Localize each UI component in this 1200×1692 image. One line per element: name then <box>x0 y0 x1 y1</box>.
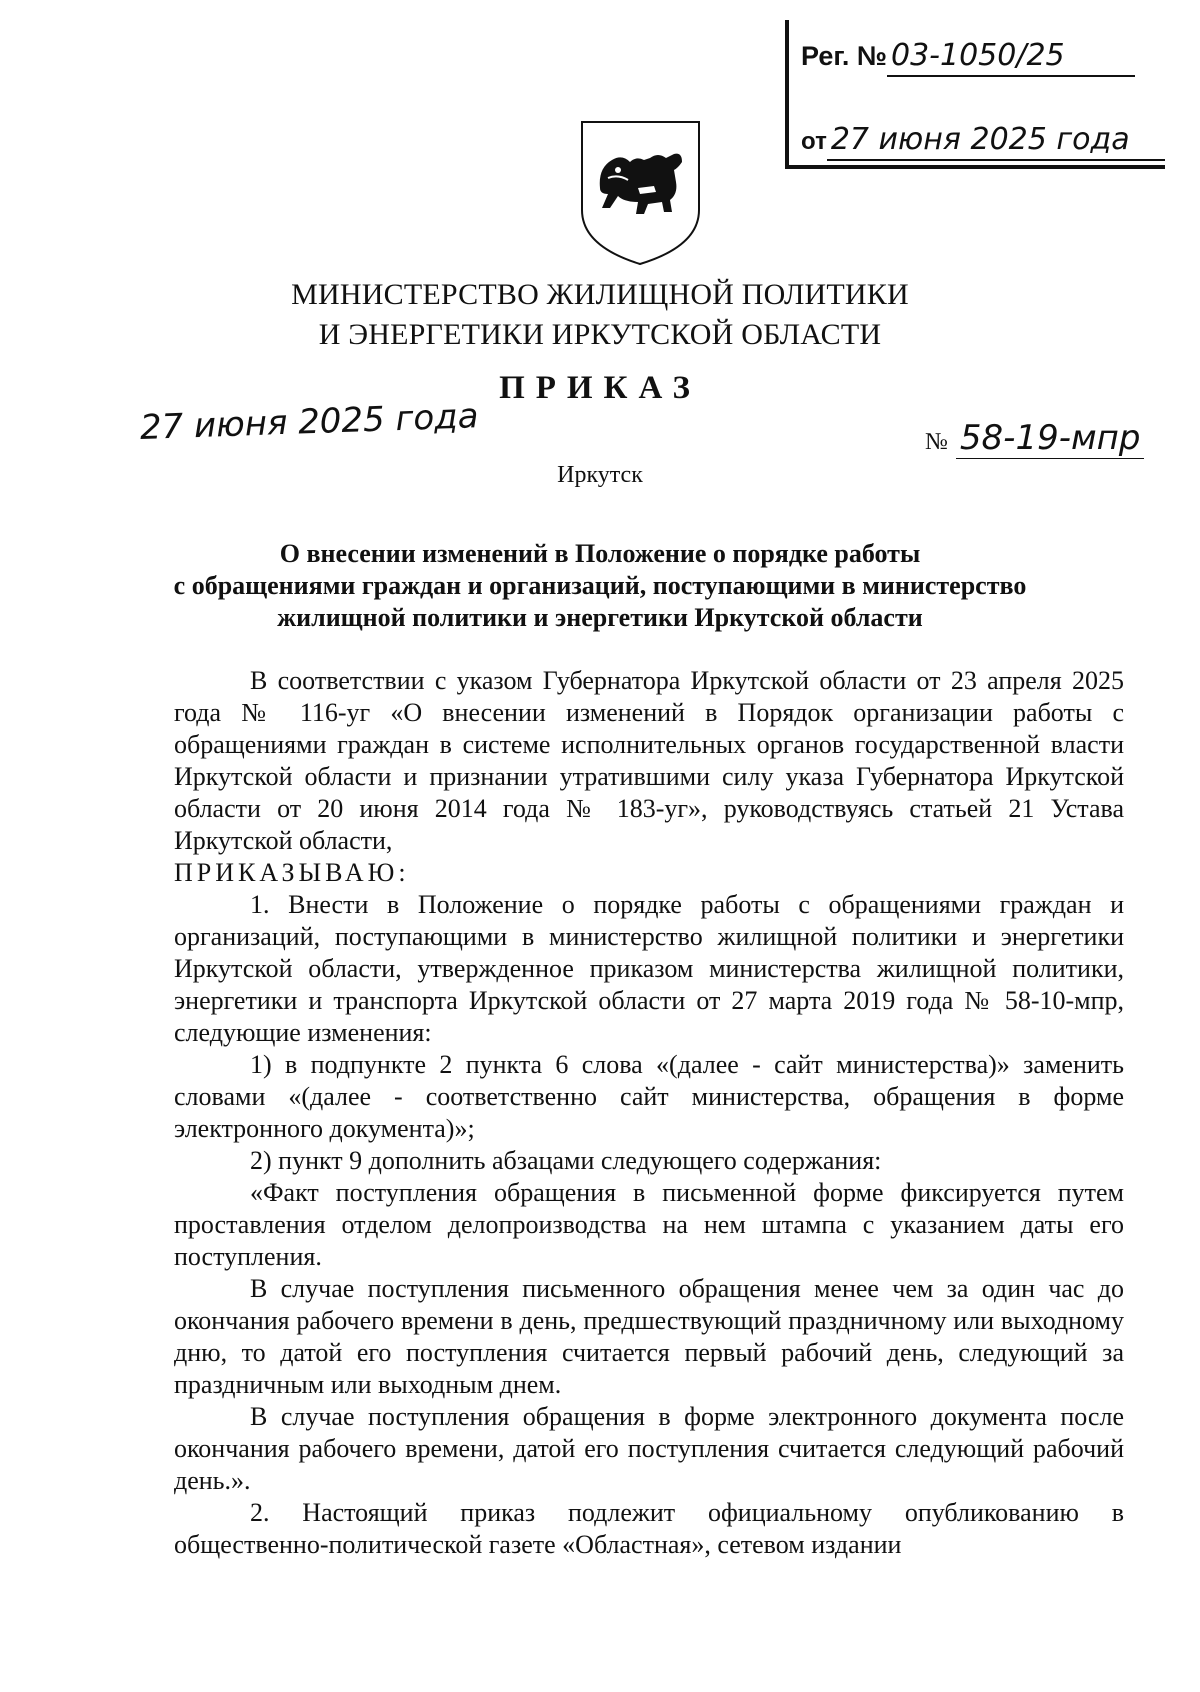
irkutsk-coat-of-arms-icon <box>578 118 703 268</box>
ministry-name <box>0 275 1200 355</box>
stamp-border-left <box>785 20 789 165</box>
paragraph-item-2: 2. Настоящий приказ подлежит официальному опубликованию в общественно-политической газете «Областная», сетевом издании <box>174 1498 1124 1559</box>
subject-line-3: жилищной политики и энергетики Иркутской области <box>277 603 923 632</box>
number-value: 58-19-мпр <box>956 418 1145 459</box>
subject-line-2: с обращениями граждан и организаций, поступающими в министерство <box>173 571 1027 600</box>
stamp-reg-label: Рег. № <box>801 41 887 71</box>
number-label: № <box>925 429 948 455</box>
document-type-title: ПРИКАЗ <box>499 370 701 406</box>
stamp-border-bottom <box>785 165 1165 169</box>
subject-line-1: О внесении изменений в Положение о порядке работы <box>279 539 921 568</box>
paragraph-item-1: 1. Внести в Положение о порядке работы с обращениями граждан и организаций, поступающими в министерство жилищной политики и энергетики Иркутской области, утвержденное приказом министерства жилищной политики, энергетики и транспорта Иркутской области от 27 марта 2019 года № 58-10-мпр, следующие изменения: <box>174 890 1124 1047</box>
stamp-reg-line <box>801 38 1135 77</box>
order-number <box>925 418 1144 459</box>
paragraph-quote-2: В случае поступления письменного обращения менее чем за один час до окончания рабочего времени в день, предшествующий праздничному или выходному дню, то датой его поступления считается первый рабочий день, следующий за праздничным или выходным днем. <box>174 1274 1124 1399</box>
paragraph-preamble: В соответствии с указом Губернатора Иркутской области от 23 апреля 2025 года № 116-уг «О внесении изменений в Порядок организации работы с обращениями граждан в системе исполнительных органов государственной власти Иркутской области и признании утратившими силу указа Губернатора Иркутской области от 20 июня 2014 года № 183-уг», руководствуясь статьей 21 Устава Иркутской области, <box>174 666 1124 855</box>
document-subject <box>120 538 1080 634</box>
handwritten-date: 27 июня 2025 года <box>139 396 480 448</box>
paragraph-subitem-1: 1) в подпункте 2 пункта 6 слова «(далее - сайт министерства)» заменить словами «(далее - соответственно сайт министерства, обращения в форме электронного документа)»; <box>174 1050 1124 1143</box>
stamp-reg-number: 03-1050/25 <box>887 38 1135 77</box>
paragraph-order-word: ПРИКАЗЫВАЮ: <box>174 858 410 887</box>
document-body <box>174 665 1124 1561</box>
city-name: Иркутск <box>557 462 643 488</box>
paragraph-quote-1: «Факт поступления обращения в письменной форме фиксируется путем проставления отделом делопроизводства на нем штампа с указанием даты его поступления. <box>174 1178 1124 1271</box>
paragraph-quote-3: В случае поступления обращения в форме электронного документа после окончания рабочего времени, датой его поступления считается следующий рабочий день.». <box>174 1402 1124 1495</box>
ministry-line-1: МИНИСТЕРСТВО ЖИЛИЩНОЙ ПОЛИТИКИ <box>291 278 909 311</box>
stamp-date-label: от <box>801 128 827 155</box>
stamp-date-line <box>801 122 1165 161</box>
stamp-date-value: 27 июня 2025 года <box>827 122 1165 161</box>
paragraph-subitem-2: 2) пункт 9 дополнить абзацами следующего содержания: <box>250 1146 882 1175</box>
ministry-line-2: И ЭНЕРГЕТИКИ ИРКУТСКОЙ ОБЛАСТИ <box>318 318 882 351</box>
registration-stamp <box>785 10 1195 170</box>
